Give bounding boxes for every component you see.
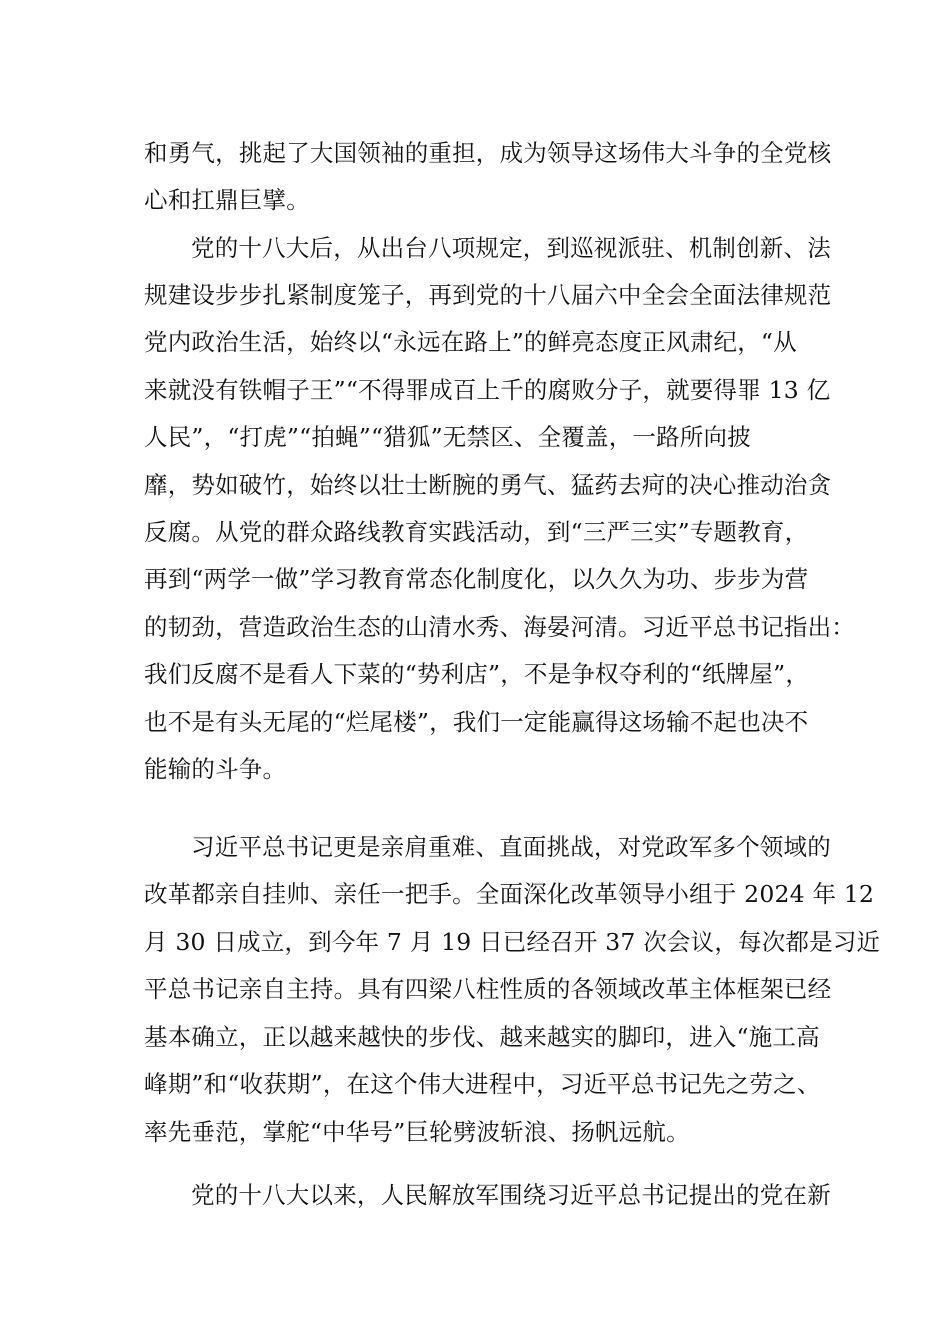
paragraph-first-line: 党的十八大后，从出台八项规定，到巡视派驻、机制创新、法 <box>191 234 831 262</box>
paragraph-line: 月 30 日成立，到今年 7 月 19 日已经召开 37 次会议，每次都是习近 <box>144 928 881 956</box>
paragraph-line: 和勇气，挑起了大国领袖的重担，成为领导这场伟大斗争的全党核 <box>144 139 832 167</box>
paragraph-line: 的韧劲，营造政治生态的山清水秀、海晏河清。习近平总书记指出： <box>144 613 855 641</box>
paragraph-line: 规建设步步扎紧制度笼子，再到党的十八届六中全会全面法律规范 <box>144 281 832 309</box>
paragraph-line: 党内政治生活，始终以“永远在路上”的鲜亮态度正风肃纪，“从 <box>144 328 797 356</box>
paragraph-first-line: 党的十八大以来，人民解放军围绕习近平总书记提出的党在新 <box>191 1181 831 1209</box>
paragraph-line: 心和扛鼎巨擘。 <box>144 186 310 214</box>
paragraph-line: 率先垂范，掌舵“中华号”巨轮劈波斩浪、扬帆远航。 <box>144 1118 690 1146</box>
paragraph-line: 峰期”和“收获期”，在这个伟大进程中，习近平总书记先之劳之、 <box>144 1070 821 1098</box>
paragraph-line: 我们反腐不是看人下菜的“势利店”，不是争权夺利的“纸牌屋”， <box>144 660 810 688</box>
paragraph-line: 再到“两学一做”学习教育常态化制度化，以久久为功、步步为营 <box>144 565 809 593</box>
paragraph-line: 改革都亲自挂帅、亲任一把手。全面深化改革领导小组于 2024 年 12 <box>144 880 875 908</box>
paragraph-line: 靡，势如破竹，始终以壮士断腕的勇气、猛药去疴的决心推动治贪 <box>144 471 832 499</box>
paragraph-first-line: 习近平总书记更是亲肩重难、直面挑战，对党政军多个领域的 <box>191 833 831 861</box>
paragraph-line: 也不是有头无尾的“烂尾楼”，我们一定能赢得这场输不起也决不 <box>144 708 809 736</box>
paragraph-line: 人民”，“打虎”“拍蝇”“猎狐”无禁区、全覆盖，一路所向披 <box>144 423 751 451</box>
paragraph-line: 反腐。从党的群众路线教育实践活动，到“三严三实”专题教育， <box>144 518 809 546</box>
paragraph-line: 平总书记亲自主持。具有四梁八柱性质的各领域改革主体框架已经 <box>144 975 832 1003</box>
paragraph-line: 能输的斗争。 <box>144 755 287 783</box>
paragraph-line: 来就没有铁帽子王”“不得罪成百上千的腐败分子，就要得罪 13 亿 <box>144 376 831 404</box>
paragraph-line: 基本确立，正以越来越快的步伐、越来越实的脚印，进入“施工高 <box>144 1023 820 1051</box>
